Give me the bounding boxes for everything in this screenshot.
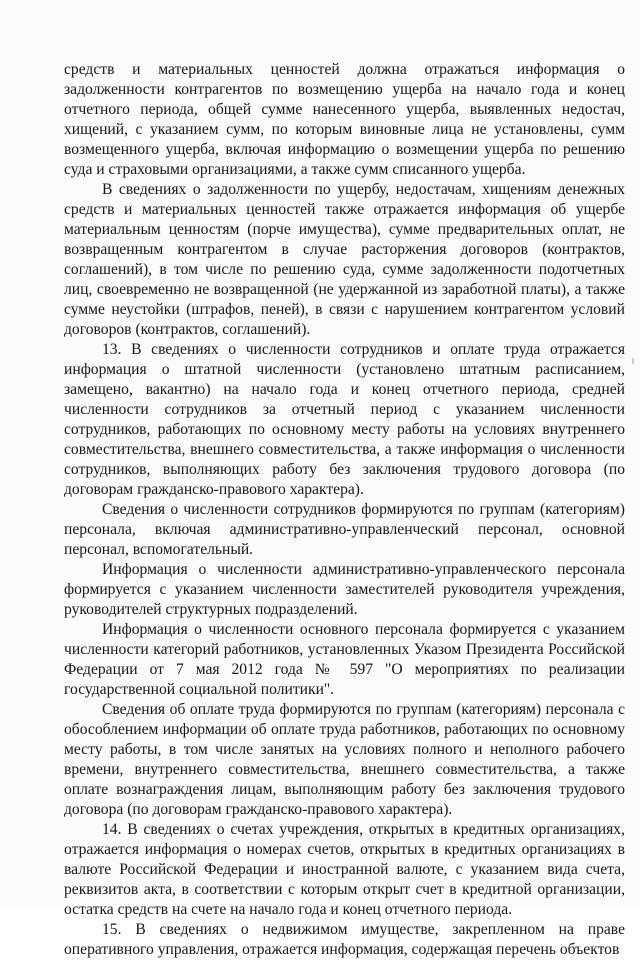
- document-body: [64, 60, 625, 960]
- paragraph-admin-staff: Информация о численности административно-управленческого персонала формируется с указанием численности заместителей руководителя учреждения, руководителей структурных подразделений.: [64, 561, 625, 618]
- paragraph-damage-info: средств и материальных ценностей должна отражаться информация о задолженности контрагентов по возмещению ущерба на начало года и конец отчетного периода, общей сумме нанесенного ущерба, выявленных недостач, хищений, с указанием сумм, по которым виновные лица не установлены, сумм возмещенного ущерба, включая информацию о возмещении ущерба по решению суда и страховыми организациями, а также сумм списанного ущерба.: [64, 61, 625, 178]
- paragraph-item-15-property: 15. В сведениях о недвижимом имуществе, закрепленном на праве оперативного управления, отражается информация, содержащая перечень объектов: [64, 921, 625, 958]
- paragraph-debt-details: В сведениях о задолженности по ущербу, недостачам, хищениям денежных средств и материальных ценностей также отражается информация об ущербе материальным ценностям (порче имущества), сумме предварительных оплат, не возвращенным контрагентом в случае расторжения договоров (контрактов, соглашений), в том числе по решению суда, сумме задолженности подотчетных лиц, своевременно не возвращенной (не удержанной из заработной платы), а также сумме неустойки (штрафов, пеней), в связи с нарушением контрагентом условий договоров (контрактов, соглашений).: [64, 181, 625, 338]
- paragraph-payroll: Сведения об оплате труда формируются по группам (категориям) персонала с обособлением информации об оплате труда работников, работающих по основному месту работы, в том числе занятых на условиях полного и неполного рабочего времени, внутреннего совместительства, внешнего совместительства, а также оплате вознаграждения лицам, выполняющим работу без заключения трудового договора (по договорам гражданско-правового характера).: [64, 701, 625, 818]
- paragraph-item-14-accounts: 14. В сведениях о счетах учреждения, открытых в кредитных организациях, отражается информация о номерах счетов, открытых в кредитных организациях в валюте Российской Федерации и иностранной валюте, с указанием вида счета, реквизитов акта, в соответствии с которым открыт счет в кредитной организации, остатка средств на счете на начало года и конец отчетного периода.: [64, 821, 625, 918]
- scan-speck: [632, 358, 634, 364]
- paragraph-staff-groups: Сведения о численности сотрудников формируются по группам (категориям) персонала, включая административно-управленческий персонал, основной персонал, вспомогательный.: [64, 501, 625, 558]
- paragraph-item-13-staff: 13. В сведениях о численности сотрудников и оплате труда отражается информация о штатной численности (установлено штатным расписанием, замещено, вакантно) на начало года и конец отчетного периода, средней численности сотрудников за отчетный период с указанием численности сотрудников, работающих по основному месту работы на условиях внутреннего совместительства, внешнего совместительства, а также информация о численности сотрудников, выполняющих работу без заключения трудового договора (по договорам гражданско-правового характера).: [64, 341, 625, 498]
- paragraph-main-staff: Информация о численности основного персонала формируется с указанием численности категорий работников, установленных Указом Президента Российской Федерации от 7 мая 2012 года № 597 "О мероприятиях по реализации государственной социальной политики".: [64, 621, 625, 698]
